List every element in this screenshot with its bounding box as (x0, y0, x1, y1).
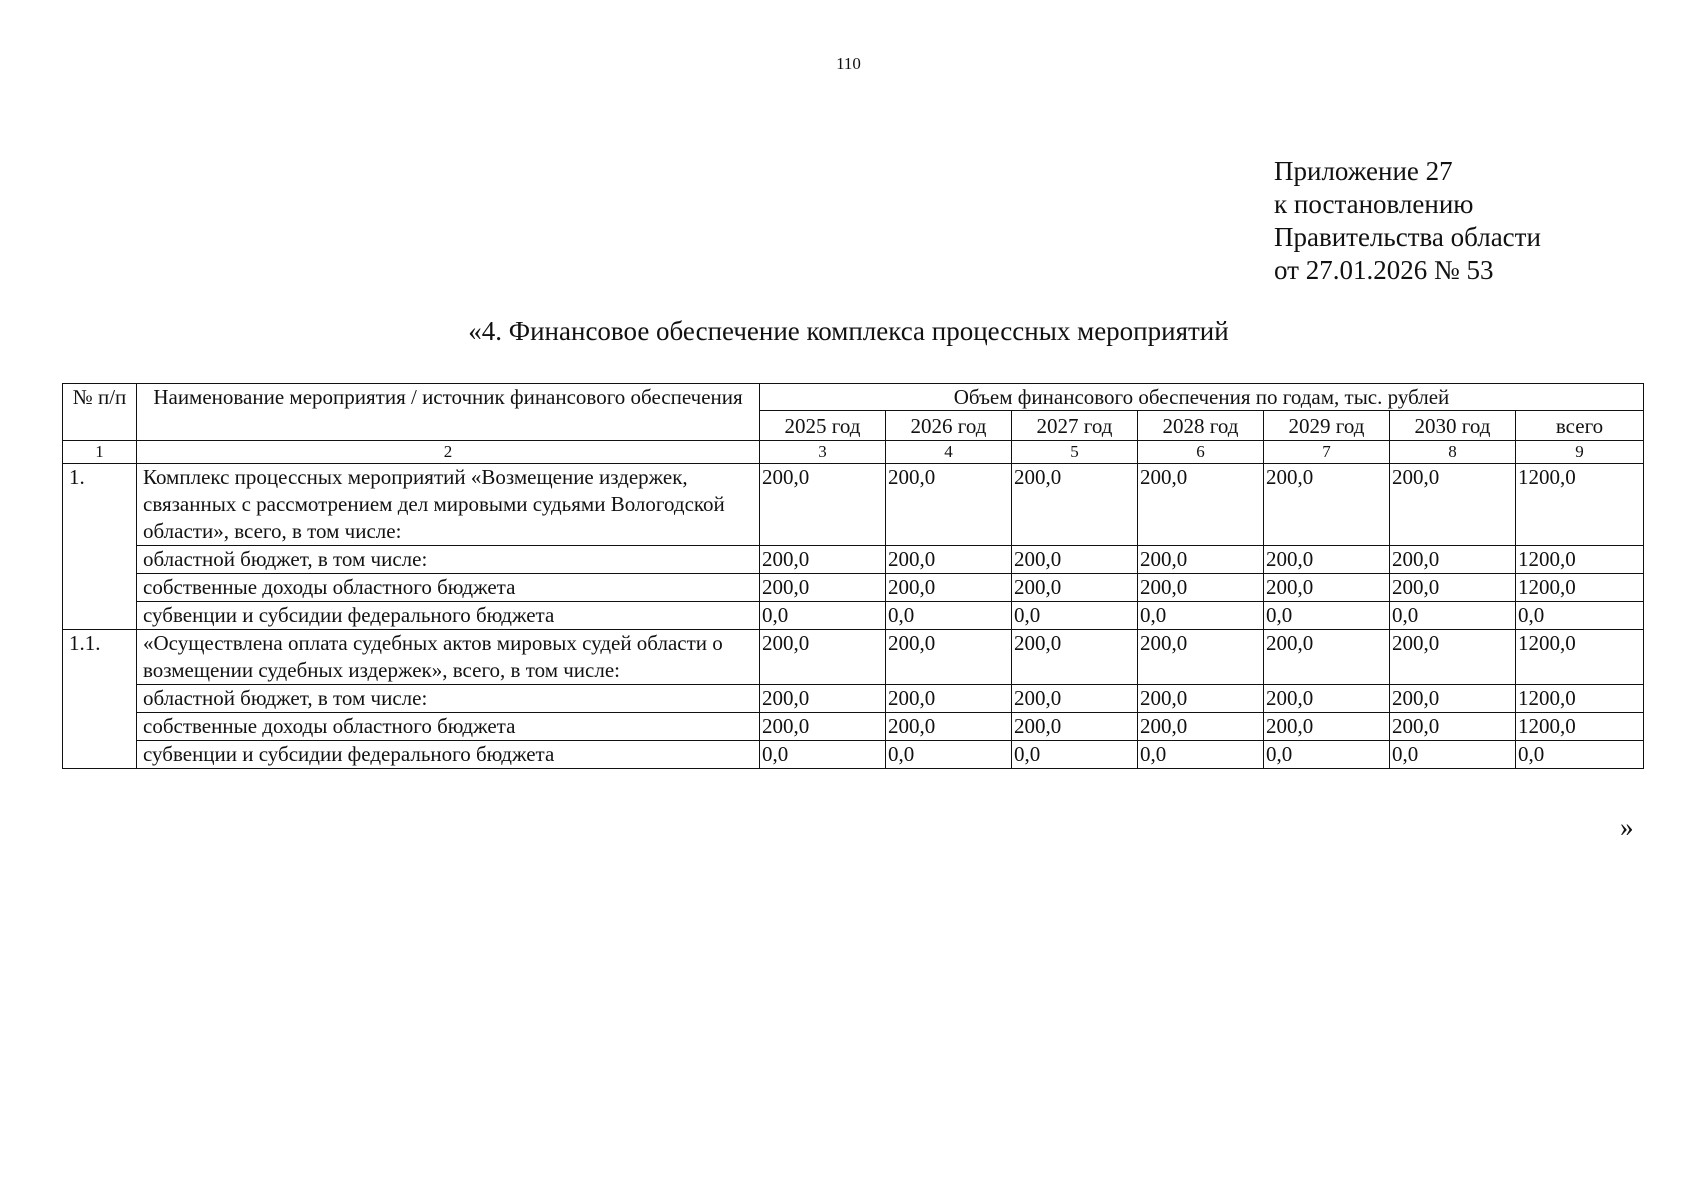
row-value: 200,0 (1012, 685, 1138, 713)
page-number: 110 (836, 54, 861, 73)
appendix-block (1274, 155, 1541, 287)
row-total: 1200,0 (1516, 574, 1644, 602)
row-total: 1200,0 (1516, 546, 1644, 574)
row-value: 200,0 (1390, 630, 1516, 685)
appendix-line: к постановлению (1274, 189, 1474, 219)
column-number: 1 (63, 441, 137, 464)
row-value: 200,0 (886, 685, 1012, 713)
row-value: 0,0 (886, 741, 1012, 769)
column-number-row (63, 441, 1644, 464)
financing-table (62, 383, 1644, 769)
row-value: 200,0 (1264, 464, 1390, 546)
row-value: 200,0 (1138, 464, 1264, 546)
column-number: 8 (1390, 441, 1516, 464)
row-name: субвенции и субсидии федерального бюджета (137, 741, 760, 769)
row-value: 0,0 (1012, 602, 1138, 630)
row-value: 0,0 (1390, 602, 1516, 630)
header-name: Наименование мероприятия / источник финансового обеспечения (137, 384, 760, 441)
appendix-line: Правительства области (1274, 222, 1541, 252)
column-number: 5 (1012, 441, 1138, 464)
column-number: 3 (760, 441, 886, 464)
appendix-line: Приложение 27 (1274, 156, 1453, 186)
header-year: 2026 год (886, 411, 1012, 441)
header-year: 2029 год (1264, 411, 1390, 441)
column-number: 4 (886, 441, 1012, 464)
table-row (63, 574, 1644, 602)
row-value: 200,0 (1012, 546, 1138, 574)
column-number: 6 (1138, 441, 1264, 464)
row-value: 0,0 (1012, 741, 1138, 769)
row-value: 200,0 (1390, 685, 1516, 713)
row-number: 1. (63, 464, 137, 630)
row-value: 200,0 (886, 630, 1012, 685)
table-row (63, 602, 1644, 630)
row-value: 200,0 (760, 713, 886, 741)
closing-quote: » (1620, 812, 1634, 842)
row-value: 200,0 (760, 685, 886, 713)
row-value: 200,0 (760, 464, 886, 546)
row-value: 200,0 (1264, 713, 1390, 741)
row-value: 200,0 (1138, 630, 1264, 685)
row-value: 200,0 (1264, 685, 1390, 713)
row-value: 200,0 (1390, 464, 1516, 546)
row-total: 0,0 (1516, 602, 1644, 630)
row-value: 0,0 (760, 602, 886, 630)
row-value: 200,0 (760, 574, 886, 602)
row-value: 200,0 (1012, 464, 1138, 546)
header-total: всего (1516, 411, 1644, 441)
table-row (63, 464, 1644, 546)
row-total: 1200,0 (1516, 630, 1644, 685)
row-number: 1.1. (63, 630, 137, 769)
column-number: 2 (137, 441, 760, 464)
row-value: 200,0 (1390, 713, 1516, 741)
row-value: 200,0 (1264, 630, 1390, 685)
row-value: 200,0 (886, 713, 1012, 741)
row-name: областной бюджет, в том числе: (137, 685, 760, 713)
row-value: 200,0 (886, 546, 1012, 574)
header-year: 2028 год (1138, 411, 1264, 441)
row-value: 200,0 (1138, 713, 1264, 741)
row-value: 200,0 (760, 546, 886, 574)
row-total: 1200,0 (1516, 685, 1644, 713)
table-body (63, 384, 1644, 769)
table-row (63, 741, 1644, 769)
row-name: собственные доходы областного бюджета (137, 713, 760, 741)
row-name: «Осуществлена оплата судебных актов мировых судей области о возмещении судебных издержек», всего, в том числе: (137, 630, 760, 685)
row-value: 200,0 (1390, 574, 1516, 602)
header-year: 2030 год (1390, 411, 1516, 441)
header-year: 2027 год (1012, 411, 1138, 441)
row-value: 200,0 (1012, 574, 1138, 602)
row-value: 200,0 (886, 574, 1012, 602)
row-name: областной бюджет, в том числе: (137, 546, 760, 574)
row-value: 0,0 (1138, 602, 1264, 630)
table-row (63, 546, 1644, 574)
row-value: 200,0 (1390, 546, 1516, 574)
row-value: 200,0 (760, 630, 886, 685)
header-volume: Объем финансового обеспечения по годам, тыс. рублей (760, 384, 1644, 411)
row-name: собственные доходы областного бюджета (137, 574, 760, 602)
table-row (63, 713, 1644, 741)
row-value: 200,0 (1264, 546, 1390, 574)
row-value: 200,0 (1138, 685, 1264, 713)
row-total: 1200,0 (1516, 464, 1644, 546)
row-value: 200,0 (1012, 713, 1138, 741)
row-value: 0,0 (1264, 741, 1390, 769)
table-row (63, 685, 1644, 713)
row-total: 0,0 (1516, 741, 1644, 769)
header-row (63, 384, 1644, 411)
row-value: 0,0 (760, 741, 886, 769)
row-value: 200,0 (886, 464, 1012, 546)
row-value: 200,0 (1138, 574, 1264, 602)
column-number: 7 (1264, 441, 1390, 464)
row-name: субвенции и субсидии федерального бюджета (137, 602, 760, 630)
row-value: 0,0 (1390, 741, 1516, 769)
row-value: 0,0 (1264, 602, 1390, 630)
row-name: Комплекс процессных мероприятий «Возмещение издержек, связанных с рассмотрением дел мировыми судьями Вологодской области», всего, в том числе: (137, 464, 760, 546)
row-value: 200,0 (1264, 574, 1390, 602)
row-value: 0,0 (1138, 741, 1264, 769)
document-title: «4. Финансовое обеспечение комплекса процессных мероприятий (468, 316, 1229, 346)
table-row (63, 630, 1644, 685)
row-value: 0,0 (886, 602, 1012, 630)
row-value: 200,0 (1138, 546, 1264, 574)
appendix-line: от 27.01.2026 № 53 (1274, 255, 1494, 285)
row-value: 200,0 (1012, 630, 1138, 685)
row-total: 1200,0 (1516, 713, 1644, 741)
column-number: 9 (1516, 441, 1644, 464)
header-year: 2025 год (760, 411, 886, 441)
header-num: № п/п (63, 384, 137, 441)
